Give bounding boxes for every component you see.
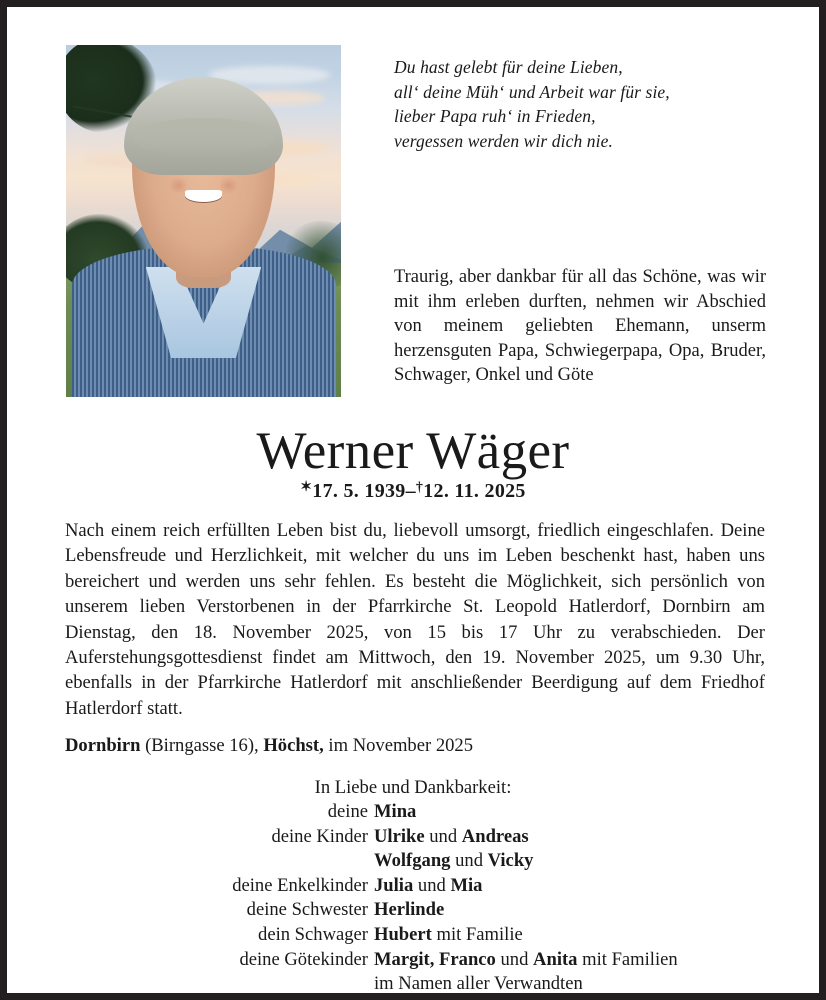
birth-star-icon: ✶ — [300, 480, 313, 495]
poem-line: Du hast gelebt für deine Lieben, — [394, 57, 623, 77]
family-relation-label: dein Schwager — [258, 923, 368, 945]
deceased-name: Werner Wäger — [256, 422, 570, 480]
family-row — [7, 923, 819, 948]
birth-date: 17. 5. 1939 — [312, 479, 406, 502]
family-row — [7, 898, 819, 923]
obituary-body-text: Nach einem reich erfüllten Leben bist du, liebevoll umsorgt, friedlich eingeschlafen. Deine Lebensfreude und Herzlichkeit, mit welcher du uns im Leben beschenkt hast, haben uns bereichert und werden uns sehr fehlen. Es besteht die Möglichkeit, sich persönlich von unserem lieben Verstorbenen in der Pfarrkirche St. Leopold Hatlerdorf, Dornbirn am Dienstag, den 18. November 2025, von 15 bis 17 Uhr zu verabschieden. Der Auferstehungsgottesdienst findet am Mittwoch, den 19. November 2025, um 9.30 Uhr, ebenfalls in der Pfarrkirche Hatlerdorf mit anschließender Beerdigung auf dem Friedhof Hatlerdorf statt. — [65, 520, 765, 719]
family-row — [7, 800, 819, 825]
obituary-card — [7, 7, 819, 993]
city-primary: Dornbirn — [65, 735, 141, 756]
portrait-photo — [66, 45, 341, 397]
life-dates — [7, 479, 819, 503]
family-row — [7, 874, 819, 899]
family-row — [7, 972, 819, 997]
family-row — [7, 825, 819, 850]
family-member-names: Julia und Mia — [374, 874, 483, 896]
family-row — [7, 849, 819, 874]
gratitude-heading: In Liebe und Dankbarkeit: — [314, 777, 512, 798]
family-row — [7, 948, 819, 973]
poem-line: lieber Papa ruh‘ in Frieden, — [394, 106, 596, 126]
family-relation-label — [7, 972, 374, 997]
family-member-names: Hubert mit Familie — [374, 923, 523, 945]
family-member-names: Wolfgang und Vicky — [374, 850, 534, 872]
family-member-names: Ulrike und Andreas — [374, 825, 529, 847]
person-figure — [66, 45, 341, 397]
smiling-mouth — [185, 190, 222, 203]
family-member-names: Margit, Franco und Anita mit Familien — [374, 948, 678, 970]
place-and-date-line — [65, 733, 765, 758]
family-member-names: Mina — [374, 801, 417, 822]
poem-line: all‘ deine Müh‘ und Arbeit war für sie, — [394, 81, 670, 102]
memorial-poem — [394, 55, 766, 153]
grey-hair — [124, 77, 284, 176]
family-relation-label: deine Enkelkinder — [232, 874, 368, 896]
family-relation-label — [7, 849, 374, 874]
family-member-names: Herlinde — [374, 899, 445, 921]
family-relation-label: deine Kinder — [271, 825, 368, 847]
death-cross-icon: † — [415, 480, 424, 495]
date-separator: – — [405, 479, 416, 502]
family-member-names: im Namen aller Verwandten — [374, 973, 583, 995]
city-secondary: Höchst, — [263, 735, 324, 756]
family-relation-label: deine Götekinder — [239, 948, 368, 970]
address-detail: (Birngasse 16), — [140, 735, 264, 756]
cheek-right — [219, 177, 238, 194]
family-relation-label: deine — [327, 801, 368, 822]
intro-paragraph: Traurig, aber dankbar für all das Schöne, was wir mit ihm erleben durften, nehmen wir Abschied von meinem geliebten Ehemann, unserm herzensguten Papa, Schwiegerpapa, Opa, Bruder, Schwager, Onkel und Göte — [394, 267, 766, 385]
family-list — [7, 800, 819, 997]
death-date: 12. 11. 2025 — [423, 479, 526, 502]
poem-line: vergessen werden wir dich nie. — [394, 130, 613, 151]
top-section — [7, 7, 819, 407]
family-relation-label: deine Schwester — [246, 899, 368, 921]
notice-month: im November 2025 — [323, 735, 474, 756]
